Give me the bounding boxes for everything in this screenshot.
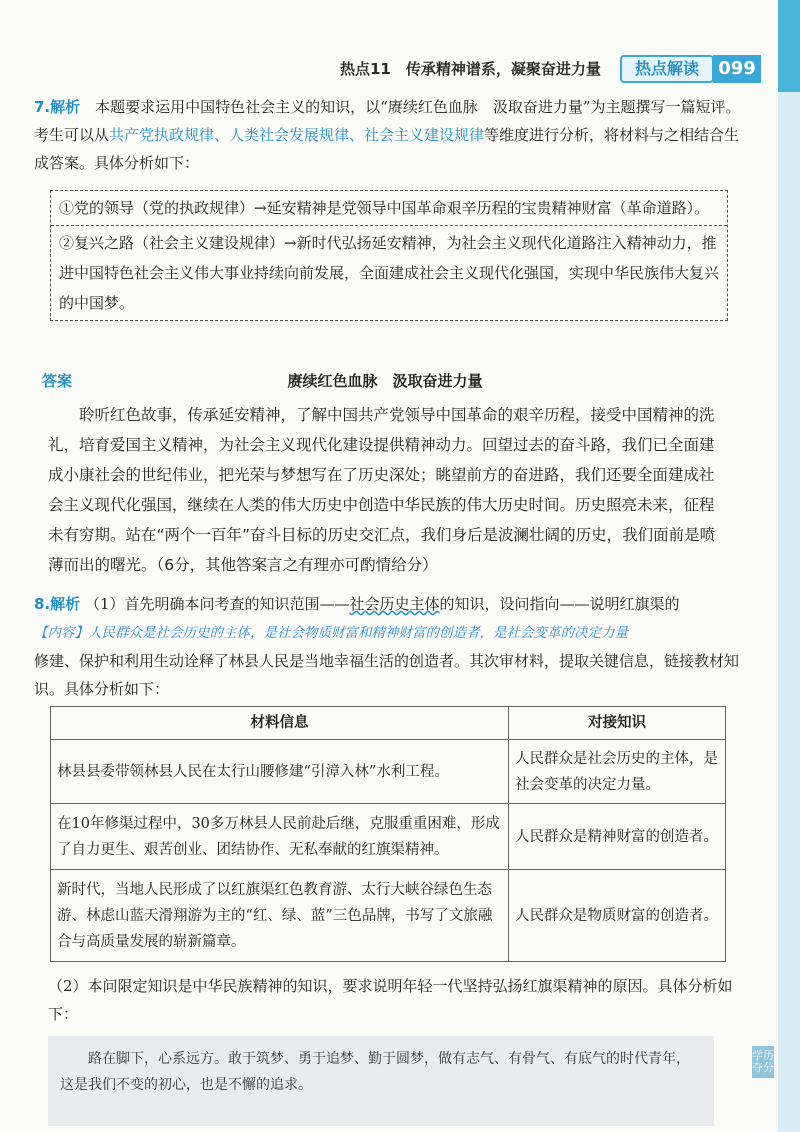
table-row — [51, 740, 726, 804]
q8-number: 8. — [34, 595, 51, 613]
q8-label: 解析 — [50, 595, 81, 613]
table-row — [51, 870, 726, 962]
q8-p1-a: （1）首先明确本问考查的知识范围—— — [84, 595, 350, 613]
q7-intro-1: 本题要求运用中国特色社会主义的知识，以“赓续红色血脉 汲取奋进力量”为主题撰写一篇短评。考生可以从 — [34, 98, 741, 144]
q8-p1-b: 的知识，设问指向——说明红旗渠的 — [439, 595, 680, 613]
q7-analysis-box — [50, 190, 728, 321]
q7-label: 解析 — [50, 98, 81, 116]
q7-box-item: ①党的领导（党的执政规律）→延安精神是党领导中国革命艰辛历程的宝贵精神财富（革命道路）。 — [59, 199, 710, 217]
q8-p1-c: 修建、保护和利用生动诠释了林县人民是当地幸福生活的创造者。其次审材料，提取关键信息，链接教材知识。具体分析如下： — [34, 652, 740, 698]
table-header-row — [51, 707, 726, 740]
q7-highlight: 共产党执政规律、人类社会发展规律、社会主义建设规律 — [109, 126, 485, 144]
table-cell-material: 在10年修渠过程中，30多万林县人民前赴后继，克服重重困难，形成了自力更生、艰苦创业、团结协作、无私奉献的红旗渠精神。 — [51, 804, 509, 870]
table-cell-material: 新时代，当地人民形成了以红旗渠红色教育游、太行大峡谷绿色生态游、林虑山蓝天滑翔游为主的“红、绿、蓝”三色品牌，书写了文旅融合与高质量发展的崭新篇章。 — [51, 870, 509, 962]
table-cell-knowledge: 人民群众是精神财富的创造者。 — [509, 804, 726, 870]
quote-box: 路在脚下，心系远方。敢于筑梦、勇于追梦、勤于圆梦，做有志气、有骨气、有底气的时代青年，这是我们不变的初心，也是不懈的追求。 — [48, 1036, 714, 1126]
handwritten-note: 【内容】人民群众是社会历史的主体，是社会物质财富和精神财富的创造者，是社会变革的决定力量 — [34, 625, 628, 641]
section-badge: 热点解读 — [620, 55, 714, 83]
table-row — [51, 804, 726, 870]
page-number: 099 — [713, 55, 761, 83]
answer-body: 聆听红色故事，传承延安精神，了解中国共产党领导中国革命的艰辛历程，接受中国精神的洗礼，培育爱国主义精神，为社会主义现代化建设提供精神动力。回望过去的奋斗路，我们已全面建成小康社会的世纪伟业，把光荣与梦想写在了历史深处；眺望前方的奋进路，我们还要全面建成社会主义现代化强国，继续在人类的伟大历史中创造中华民族的伟大历史时间。历史照亮未来，征程未有穷期。站在“两个一百年”奋斗目标的历史交汇点，我们身后是波澜壮阔的历史，我们面前是喷薄而出的曙光。（6分，其他答案言之有理亦可酌情给分） — [48, 406, 716, 574]
analysis-table — [50, 706, 726, 962]
page-header — [340, 55, 770, 81]
topic-title: 热点11 传承精神谱系，凝聚奋进力量 — [340, 60, 601, 78]
q7-box-item: ②复兴之路（社会主义建设规律）→新时代弘扬延安精神，为社会主义现代化道路注入精神动力，推进中国特色社会主义伟大事业持续向前发展，全面建成社会主义现代化强国，实现中华民族伟大复兴的中国梦。 — [51, 225, 727, 320]
table-header-cell: 对接知识 — [509, 707, 726, 740]
table-cell-knowledge: 人民群众是社会历史的主体，是社会变革的决定力量。 — [509, 740, 726, 804]
answer-label: 答案 — [42, 372, 73, 390]
q8-analysis — [34, 590, 744, 703]
q7-intro-2: 等维度进行分析，将材料与之相结合生成答案。具体分析如下： — [34, 126, 740, 172]
q7-number: 7. — [34, 98, 51, 116]
q7-analysis — [34, 93, 744, 177]
table-cell-knowledge: 人民群众是物质财富的创造者。 — [509, 870, 726, 962]
q8-key-topic: 社会历史主体 — [349, 595, 440, 613]
side-tag: 学历夺分 — [752, 1046, 774, 1078]
page-edge-tab — [778, 0, 800, 92]
table-cell-material: 林县县委带领林县人民在太行山腰修建“引漳入林”水利工程。 — [51, 740, 509, 804]
page-edge-strip — [778, 0, 800, 1132]
q8-part2: （2）本问限定知识是中华民族精神的知识，要求说明年轻一代坚持弘扬红旗渠精神的原因。具体分析如下： — [48, 977, 733, 1023]
answer-title: 赓续红色血脉 汲取奋进力量 — [287, 372, 483, 390]
table-header-cell: 材料信息 — [51, 707, 509, 740]
